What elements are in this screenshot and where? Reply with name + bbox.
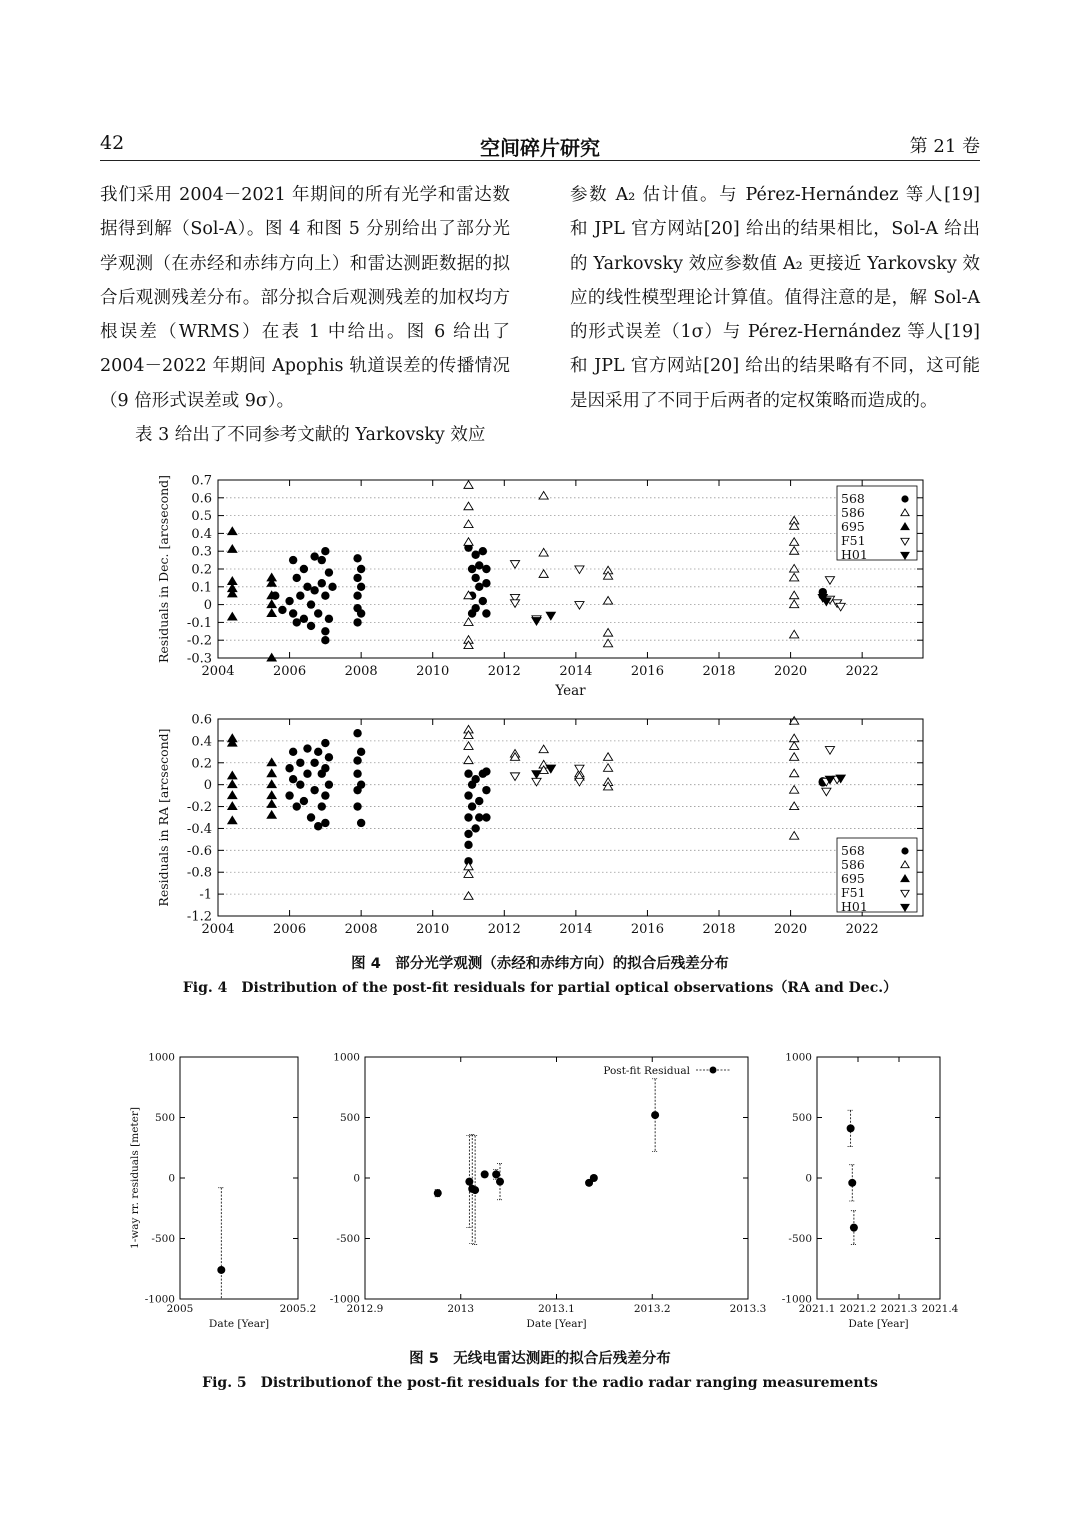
legend-marker-568 xyxy=(901,847,908,854)
data-point-568 xyxy=(289,775,297,783)
legend-label-586: 586 xyxy=(841,857,865,872)
y-tick-label: -0.1 xyxy=(186,615,212,631)
data-point-568 xyxy=(307,813,315,821)
right-paragraph-1: 参数 A₂ 估计值。与 Pérez-Hernández 等人[19] 和 JPL 官方网站[20] 给出的结果相比，Sol-A 给出的 Yarkovsky 效应参数值 A₂ 更接近 Yarkovsky 效应的线性模型理论计算值。值得注意的是，解 Sol-A 的形式误差（1σ）与 Pérez-Hernández 等人[19] 和 JPL 官方网站[20] 给出的结果略有不同，这可能是因采用了不同于后两者的定权策略而造成的。 xyxy=(570,185,980,411)
data-point-568 xyxy=(357,583,365,591)
data-point-568 xyxy=(307,600,315,608)
data-point-568 xyxy=(325,780,333,788)
data-point-568 xyxy=(328,583,336,591)
data-point-F51 xyxy=(825,747,834,755)
x-tick-label: 2014 xyxy=(559,922,593,937)
data-point-568 xyxy=(278,606,286,614)
data-point-568 xyxy=(353,802,361,810)
data-point-568 xyxy=(310,786,318,794)
dec-residual-panel xyxy=(156,474,923,700)
y-tick-label: 0.7 xyxy=(191,473,212,489)
data-point-586 xyxy=(790,630,799,638)
y-tick-label: 0 xyxy=(168,1172,175,1185)
x-tick-label: 2012 xyxy=(487,664,521,679)
y-tick-label: -0.6 xyxy=(186,843,212,859)
left-paragraph-1: 我们采用 2004－2021 年期间的所有光学和雷达数据得到解（Sol-A）。图 4 和图 5 分别给出了部分光学观测（在赤经和赤纬方向上）和雷达测距数据的拟合后观测残差分布。部分拟合后观测残差的加权均方根误差（WRMS）在表 1 中给出。图 6 给出了 2004－2022 年期间 Apophis 轨道误差的传播情况（9 倍形式误差或 9σ）。 xyxy=(100,185,510,411)
x-axis-label: Date [Year] xyxy=(526,1318,587,1330)
data-point-568 xyxy=(321,819,329,827)
data-point-568 xyxy=(482,609,490,617)
data-point-F51 xyxy=(575,765,584,773)
x-tick-label: 2013.2 xyxy=(633,1303,671,1315)
data-point-568 xyxy=(300,615,308,623)
data-point-568 xyxy=(482,579,490,587)
data-point-586 xyxy=(790,786,799,794)
y-tick-label: 0 xyxy=(353,1172,360,1185)
data-point-568 xyxy=(471,604,479,612)
data-point-695 xyxy=(228,545,237,553)
data-point-568 xyxy=(479,547,487,555)
data-point-586 xyxy=(790,734,799,742)
right-column xyxy=(570,178,980,418)
data-point-F51 xyxy=(822,788,831,796)
data-point xyxy=(847,1124,855,1132)
data-point-568 xyxy=(321,636,329,644)
y-tick-label: -0.3 xyxy=(186,651,212,667)
legend-label-H01: H01 xyxy=(841,899,868,914)
left-paragraph-2: 表 3 给出了不同参考文献的 Yarkovsky 效应 xyxy=(135,425,486,446)
data-point-F51 xyxy=(575,566,584,574)
left-column xyxy=(100,178,510,452)
figure-5 xyxy=(120,1045,980,1340)
x-tick-label: 2021.3 xyxy=(880,1303,918,1315)
data-point-586 xyxy=(539,570,548,578)
data-point-568 xyxy=(285,791,293,799)
x-tick-label: 2008 xyxy=(344,922,378,937)
data-point-568 xyxy=(464,813,472,821)
legend-marker-568 xyxy=(901,495,908,502)
data-point xyxy=(471,1186,479,1194)
data-point-586 xyxy=(464,520,473,528)
data-point-568 xyxy=(314,609,322,617)
data-point-586 xyxy=(539,745,548,753)
figure-4 xyxy=(140,462,940,952)
legend-label-H01: H01 xyxy=(841,547,868,562)
y-axis-label: Residuals in Dec. [arcsecond] xyxy=(156,474,171,664)
data-point xyxy=(848,1179,856,1187)
page-number: 42 xyxy=(100,132,125,154)
y-tick-label: -500 xyxy=(336,1233,360,1245)
data-point-586 xyxy=(790,832,799,840)
y-tick-label: 500 xyxy=(339,1112,360,1124)
data-point-695 xyxy=(228,802,237,810)
y-tick-label: -1000 xyxy=(144,1293,175,1306)
y-tick-label: -0.4 xyxy=(186,821,212,837)
data-point-568 xyxy=(475,583,483,591)
data-point-568 xyxy=(357,565,365,573)
x-tick-label: 2020 xyxy=(774,922,808,937)
radar-panel-2005 xyxy=(129,1052,316,1331)
data-point-568 xyxy=(357,819,365,827)
data-point-586 xyxy=(464,892,473,900)
y-tick-label: -0.8 xyxy=(186,865,212,881)
data-point-586 xyxy=(603,596,612,604)
plot-frame xyxy=(817,1057,940,1299)
data-point-568 xyxy=(318,802,326,810)
data-point-568 xyxy=(353,770,361,778)
data-point-568 xyxy=(318,556,326,564)
legend-label-F51: F51 xyxy=(841,885,866,900)
data-point-695 xyxy=(267,758,276,766)
data-point-568 xyxy=(479,597,487,605)
data-point-586 xyxy=(464,870,473,878)
ra-residual-panel xyxy=(156,713,923,938)
data-point xyxy=(492,1170,500,1178)
data-point-586 xyxy=(464,502,473,510)
data-point-586 xyxy=(539,491,548,499)
data-point-568 xyxy=(482,813,490,821)
y-tick-label: 0.5 xyxy=(191,509,212,525)
data-point-568 xyxy=(289,609,297,617)
data-point-568 xyxy=(353,756,361,764)
x-tick-label: 2005 xyxy=(166,1303,194,1315)
data-point-568 xyxy=(471,551,479,559)
x-axis-label: Date [Year] xyxy=(208,1318,270,1330)
data-point xyxy=(496,1178,504,1186)
y-tick-label: 0.6 xyxy=(191,712,212,728)
data-point-F51 xyxy=(510,561,519,569)
x-tick-label: 2021.4 xyxy=(921,1303,959,1315)
x-tick-label: 2005.2 xyxy=(279,1303,317,1315)
data-point xyxy=(434,1189,442,1197)
data-point-F51 xyxy=(532,778,541,786)
data-point-H01 xyxy=(532,771,541,779)
data-point-568 xyxy=(471,775,479,783)
fig5-caption-zh: 图 5 无线电雷达测距的拟合后残差分布 xyxy=(409,1351,671,1367)
data-point xyxy=(481,1170,489,1178)
x-tick-label: 2006 xyxy=(273,664,307,679)
y-tick-label: 0 xyxy=(203,778,212,794)
data-point-568 xyxy=(300,797,308,805)
data-point-568 xyxy=(353,574,361,582)
y-tick-label: 0 xyxy=(805,1172,812,1185)
data-point-568 xyxy=(471,824,479,832)
data-point-586 xyxy=(790,538,799,546)
fig4-caption-zh: 图 4 部分光学观测（赤经和赤纬方向）的拟合后残差分布 xyxy=(351,956,729,972)
y-tick-label: 0.2 xyxy=(191,756,212,772)
y-tick-label: -0.2 xyxy=(186,633,212,649)
data-point-695 xyxy=(228,791,237,799)
data-point-H01 xyxy=(546,612,555,620)
journal-title: 空间碎片研究 xyxy=(480,136,600,160)
data-point-586 xyxy=(603,753,612,761)
data-point-568 xyxy=(310,759,318,767)
y-tick-label: -500 xyxy=(788,1233,812,1245)
data-point-695 xyxy=(228,527,237,535)
legend-label-695: 695 xyxy=(841,871,865,886)
y-tick-label: 1000 xyxy=(148,1051,175,1064)
data-point-568 xyxy=(310,552,318,560)
data-point-568 xyxy=(475,561,483,569)
data-point-586 xyxy=(790,591,799,599)
data-point-568 xyxy=(314,822,322,830)
legend-marker xyxy=(710,1067,717,1074)
y-tick-label: 0 xyxy=(203,598,212,614)
data-point-568 xyxy=(296,592,304,600)
data-point-568 xyxy=(285,597,293,605)
data-point-568 xyxy=(464,841,472,849)
data-point-586 xyxy=(603,764,612,772)
y-tick-label: 0.4 xyxy=(191,526,212,542)
data-point xyxy=(217,1266,225,1274)
data-point-568 xyxy=(357,609,365,617)
legend-label-695: 695 xyxy=(841,519,865,534)
data-point-568 xyxy=(285,764,293,772)
data-point-568 xyxy=(293,802,301,810)
data-point-586 xyxy=(464,618,473,626)
data-point-F51 xyxy=(510,773,519,781)
data-point-695 xyxy=(228,816,237,824)
data-point-586 xyxy=(790,742,799,750)
legend-label-586: 586 xyxy=(841,505,865,520)
y-tick-label: 0.3 xyxy=(191,544,212,560)
x-tick-label: 2018 xyxy=(702,664,736,679)
data-point-568 xyxy=(325,753,333,761)
y-axis-label: Residuals in RA [arcsecond] xyxy=(156,728,171,907)
x-tick-label: 2018 xyxy=(702,922,736,937)
data-point-568 xyxy=(464,770,472,778)
y-tick-label: -1.2 xyxy=(186,909,212,925)
x-tick-label: 2014 xyxy=(559,664,593,679)
radar-panel-2013 xyxy=(330,1052,767,1331)
data-point-695 xyxy=(267,600,276,608)
legend-label-F51: F51 xyxy=(841,533,866,548)
data-point-568 xyxy=(325,568,333,576)
y-tick-label: 1000 xyxy=(333,1051,360,1064)
legend xyxy=(837,838,917,914)
data-point-568 xyxy=(293,618,301,626)
plot-frame xyxy=(180,1057,298,1299)
data-point-568 xyxy=(300,565,308,573)
data-point-568 xyxy=(321,627,329,635)
x-axis-label: Date [Year] xyxy=(848,1318,909,1330)
legend-label-568: 568 xyxy=(841,491,865,506)
data-point-586 xyxy=(464,756,473,764)
data-point-695 xyxy=(228,771,237,779)
y-tick-label: 0.2 xyxy=(191,562,212,578)
data-point-568 xyxy=(321,547,329,555)
data-point-568 xyxy=(296,780,304,788)
x-tick-label: 2010 xyxy=(416,922,450,937)
data-point-695 xyxy=(228,613,237,621)
data-point-586 xyxy=(603,629,612,637)
y-tick-label: -1 xyxy=(199,887,212,903)
data-point xyxy=(590,1174,598,1182)
data-point-H01 xyxy=(532,618,541,626)
data-point-568 xyxy=(321,791,329,799)
data-point-568 xyxy=(321,764,329,772)
x-tick-label: 2013.3 xyxy=(729,1303,767,1315)
legend-label-568: 568 xyxy=(841,843,865,858)
y-tick-label: -1000 xyxy=(329,1293,360,1306)
data-point-568 xyxy=(357,780,365,788)
x-tick-label: 2004 xyxy=(201,664,235,679)
x-tick-label: 2022 xyxy=(845,664,879,679)
y-tick-label: 500 xyxy=(791,1112,812,1124)
x-tick-label: 2010 xyxy=(416,664,450,679)
data-point-695 xyxy=(267,780,276,788)
data-point-695 xyxy=(267,811,276,819)
radar-panel-2021 xyxy=(782,1052,959,1331)
data-point-568 xyxy=(303,744,311,752)
data-point-695 xyxy=(228,780,237,788)
x-tick-label: 2016 xyxy=(630,922,664,937)
data-point-586 xyxy=(790,547,799,555)
running-header xyxy=(100,132,980,162)
data-point-568 xyxy=(471,574,479,582)
x-tick-label: 2012.9 xyxy=(346,1303,384,1315)
x-tick-label: 2012 xyxy=(487,922,521,937)
plot-frame xyxy=(365,1057,748,1299)
data-point-586 xyxy=(790,802,799,810)
data-point-586 xyxy=(464,742,473,750)
data-point-695 xyxy=(267,791,276,799)
data-point-568 xyxy=(468,565,476,573)
data-point-568 xyxy=(353,729,361,737)
plot-frame xyxy=(218,719,923,916)
y-tick-label: 0.4 xyxy=(191,734,212,750)
data-point-568 xyxy=(357,748,365,756)
data-point-568 xyxy=(353,554,361,562)
x-tick-label: 2016 xyxy=(630,664,664,679)
data-point-586 xyxy=(464,481,473,489)
x-tick-label: 2021.1 xyxy=(798,1303,836,1315)
volume-label: 第 21 卷 xyxy=(909,136,980,157)
data-point-568 xyxy=(289,556,297,564)
y-tick-label: 0.6 xyxy=(191,491,212,507)
y-tick-label: 0.1 xyxy=(191,580,212,596)
data-point-586 xyxy=(790,769,799,777)
data-point-568 xyxy=(289,748,297,756)
y-tick-label: 500 xyxy=(154,1112,175,1124)
data-point-695 xyxy=(267,653,276,661)
fig5-caption-en: Fig. 5 Distributionof the post-fit residuals for the radio radar ranging measurements xyxy=(202,1375,878,1391)
data-point-568 xyxy=(482,786,490,794)
data-point xyxy=(651,1111,659,1119)
x-axis-label: Year xyxy=(555,683,586,699)
legend xyxy=(837,486,917,562)
y-axis-label: 1-way rr. residuals [meter] xyxy=(129,1107,141,1249)
data-point-586 xyxy=(790,573,799,581)
data-point-568 xyxy=(353,618,361,626)
data-point-568 xyxy=(464,791,472,799)
data-point-568 xyxy=(482,565,490,573)
data-point-568 xyxy=(482,767,490,775)
data-point-695 xyxy=(267,609,276,617)
data-point-568 xyxy=(325,615,333,623)
data-point-586 xyxy=(790,600,799,608)
y-tick-label: -0.2 xyxy=(186,800,212,816)
data-point-695 xyxy=(267,800,276,808)
y-tick-label: 1000 xyxy=(785,1051,812,1064)
x-tick-label: 2021.2 xyxy=(839,1303,877,1315)
data-point xyxy=(850,1224,858,1232)
data-point-568 xyxy=(475,797,483,805)
data-point-695 xyxy=(267,769,276,777)
x-tick-label: 2008 xyxy=(344,664,378,679)
x-tick-label: 2013.1 xyxy=(538,1303,575,1315)
data-point-568 xyxy=(468,802,476,810)
data-point-568 xyxy=(310,586,318,594)
data-point-568 xyxy=(321,739,329,747)
data-point-568 xyxy=(307,622,315,630)
data-point-586 xyxy=(539,548,548,556)
data-point-568 xyxy=(464,830,472,838)
data-point-568 xyxy=(321,592,329,600)
y-tick-label: -500 xyxy=(151,1233,175,1245)
data-point-F51 xyxy=(825,577,834,585)
x-tick-label: 2004 xyxy=(201,922,235,937)
data-point-568 xyxy=(293,574,301,582)
data-point-586 xyxy=(790,564,799,572)
x-tick-label: 2022 xyxy=(845,922,879,937)
y-tick-label: -1000 xyxy=(781,1293,812,1306)
data-point-586 xyxy=(464,538,473,546)
data-point-568 xyxy=(303,583,311,591)
data-point-F51 xyxy=(510,600,519,608)
data-point-568 xyxy=(303,770,311,778)
data-point-F51 xyxy=(575,602,584,610)
fig4-caption-en: Fig. 4 Distribution of the post-fit residuals for partial optical observations（RA and Dec.） xyxy=(182,980,898,996)
data-point-568 xyxy=(475,813,483,821)
x-tick-label: 2006 xyxy=(273,922,307,937)
data-point-586 xyxy=(790,753,799,761)
x-tick-label: 2013 xyxy=(447,1303,475,1315)
header-rule xyxy=(100,160,980,161)
x-tick-label: 2020 xyxy=(774,664,808,679)
data-point-568 xyxy=(314,748,322,756)
legend-label: Post-fit Residual xyxy=(603,1065,690,1077)
data-point-568 xyxy=(318,579,326,587)
data-point-568 xyxy=(353,592,361,600)
data-point-568 xyxy=(296,759,304,767)
